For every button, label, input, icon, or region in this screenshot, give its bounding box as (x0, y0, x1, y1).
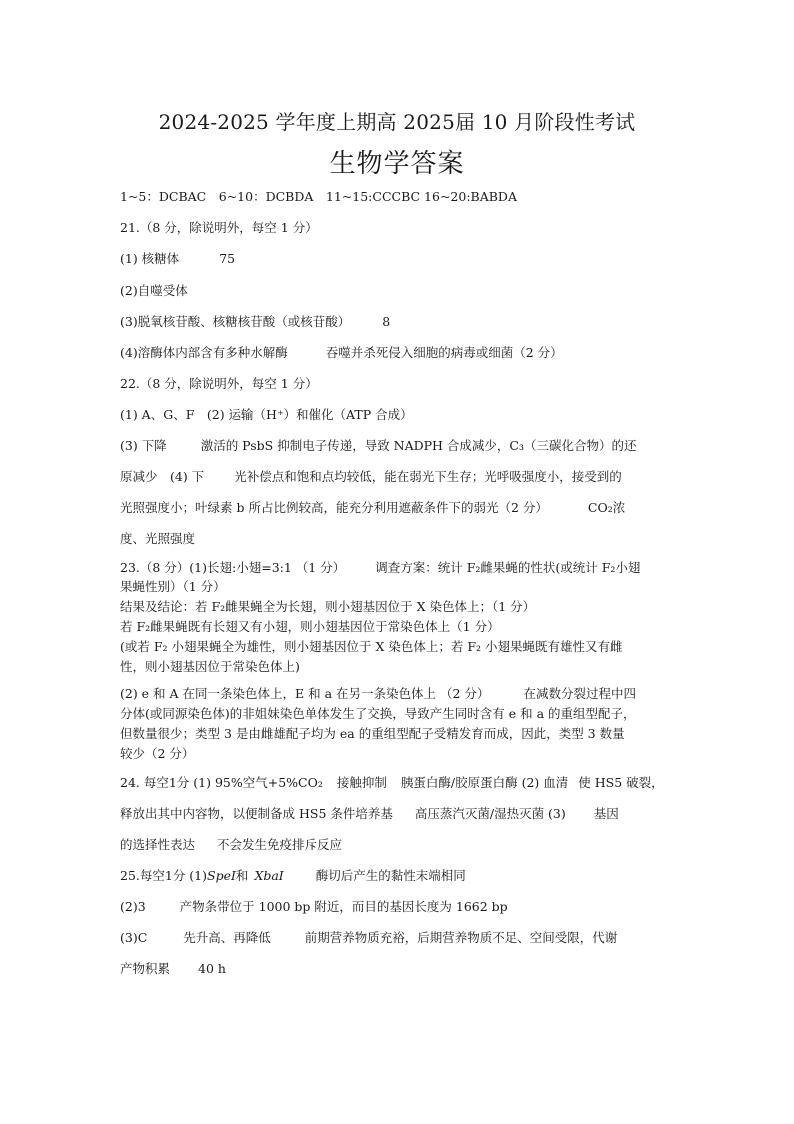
q25-2-b: 产物条带位于 1000 bp 附近，而目的基因长度为 1662 bp (179, 899, 508, 914)
q24-d: 使 HS5 破裂， (578, 775, 664, 790)
q22-3-answer (120, 437, 637, 455)
q21-1-a: (1) 核糖体 (120, 251, 180, 266)
q24-h: 的选择性表达 (120, 837, 196, 852)
q24-c: 胰蛋白酶/胶原蛋白酶 (2) 血清 (400, 775, 569, 790)
q22-header: 22.（8 分，除说明外，每空 1 分） (120, 376, 318, 391)
q24-b: 接触抑制 (336, 775, 387, 790)
q22-4-b: 光补偿点和饱和点均较低，能在弱光下生存；光呼吸强度小，接受到的 (234, 469, 622, 484)
q24-f: 高压蒸汽灭菌/湿热灭菌 (3) (414, 806, 566, 821)
q25-3-cont (120, 960, 226, 978)
q23-2-cont-1: 分体(或同源染色体)的非姐妹染色单体发生了交换，导致产生同时含有 e 和 a 的重组型配子， (120, 706, 636, 721)
q21-3-b: 8 (382, 314, 391, 329)
q23-result-alt: (或若 F₂ 小翅果蝇全为雄性，则小翅基因位于 X 染色体上；若 F₂ 小翅果蝇既有雄性又有雌 (120, 639, 623, 654)
q23-2-answer (120, 685, 636, 703)
q23-1-b: 调查方案：统计 F₂雌果蝇的性状(或统计 F₂小翅 (375, 560, 641, 575)
q22-1-2-answer: (1) A、G、F (2) 运输（H⁺）和催化（ATP 合成） (120, 407, 413, 422)
q25-1-a: 25.每空1分 (1) (120, 868, 208, 883)
q25-2-a: (2)3 (120, 899, 146, 914)
q24-e: 释放出其中内容物，以便制备成 HS5 条件培养基 (120, 806, 393, 821)
q25-3-d: 产物积累 (120, 961, 171, 976)
q22-4-a: 原减少 (4) 下 (120, 469, 205, 484)
answer-subtitle: 生物学答案 (329, 149, 465, 179)
q21-2-answer: (2)自噬受体 (120, 283, 188, 298)
q24-g: 基因 (593, 806, 619, 821)
exam-title: 2024-2025 学年度上期高 2025届 10 月阶段性考试 (158, 110, 636, 134)
q21-3-a: (3)脱氧核苷酸、核糖核苷酸（或核苷酸） (120, 314, 351, 329)
q23-result-2: 若 F₂雌果蝇既有长翅又有小翅，则小翅基因位于常染色体上（1 分） (120, 619, 500, 634)
q24-i: 不会发生免疫排斥反应 (217, 837, 343, 852)
q23-2-a: (2) e 和 A 在同一条染色体上，E 和 a 在另一条染色体上 （2 分） (120, 686, 490, 701)
q23-1-a: 23.（8 分）(1)长翅:小翅=3:1 （1 分） (120, 560, 346, 575)
q25-1-enzyme-2: XbaI (254, 868, 284, 883)
q21-4-b: 吞噬并杀死侵入细胞的病毒或细菌（2 分） (325, 345, 563, 360)
q22-4-d: CO₂浓 (587, 500, 626, 515)
q21-4-answer (120, 344, 563, 362)
q24-cont-2 (120, 836, 342, 854)
q25-3-e: 40 h (198, 961, 226, 976)
q23-result-1: 结果及结论：若 F₂雌果蝇全为长翅，则小翅基因位于 X 染色体上；（1 分） (120, 599, 536, 614)
q21-header: 21.（8 分，除说明外，每空 1 分） (120, 220, 318, 235)
q24-cont-1 (120, 805, 619, 823)
q21-3-answer (120, 313, 390, 331)
q22-4-answer (120, 468, 622, 486)
q25-3-b: 先升高、再降低 (183, 930, 271, 945)
q25-1-answer (120, 867, 466, 885)
q23-2-cont-2: 但数量很少；类型 3 是由雌雄配子均为 ea 的重组型配子受精发育而成，因此，类型 3 数量 (120, 726, 625, 741)
q25-3-answer (120, 929, 617, 947)
q21-1-b: 75 (219, 251, 236, 266)
q23-2-b: 在减数分裂过程中四 (523, 686, 636, 701)
q24-answer (120, 774, 664, 792)
q25-3-c: 前期营养物质充裕，后期营养物质不足、空间受限，代谢 (304, 930, 618, 945)
q23-1-cont: 果蝇性别）（1 分） (120, 579, 226, 594)
q24-a: 24. 每空1分 (1) 95%空气+5%CO₂ (120, 775, 323, 790)
q25-2-answer (120, 898, 508, 916)
q21-1-answer (120, 250, 235, 268)
q21-4-a: (4)溶酶体内部含有多种水解酶 (120, 345, 288, 360)
q25-3-a: (3)C (120, 930, 148, 945)
q23-2-cont-3: 较少（2 分） (120, 746, 195, 761)
q22-3-b: 激活的 PsbS 抑制电子传递，导致 NADPH 合成减少，C₃（三碳化合物）的还 (200, 438, 637, 453)
q25-1-b: 酶切后产生的黏性末端相同 (315, 868, 466, 883)
q23-1-answer (120, 559, 640, 577)
q25-1-enzyme-1: SpeI (207, 868, 236, 883)
q23-result-alt-cont: 性，则小翅基因位于常染色体上) (120, 659, 300, 674)
q22-4-end: 度、光照强度 (120, 531, 196, 546)
mcq-answers: 1~5：DCBAC 6~10：DCBDA 11~15:CCCBC 16~20:BABDA (120, 189, 517, 204)
q25-1-and: 和 (235, 868, 249, 883)
q22-3-a: (3) 下降 (120, 438, 167, 453)
q22-4-c: 光照强度小；叶绿素 b 所占比例较高，能充分利用遮蔽条件下的弱光（2 分） (120, 500, 548, 515)
q22-4-cont (120, 499, 625, 517)
